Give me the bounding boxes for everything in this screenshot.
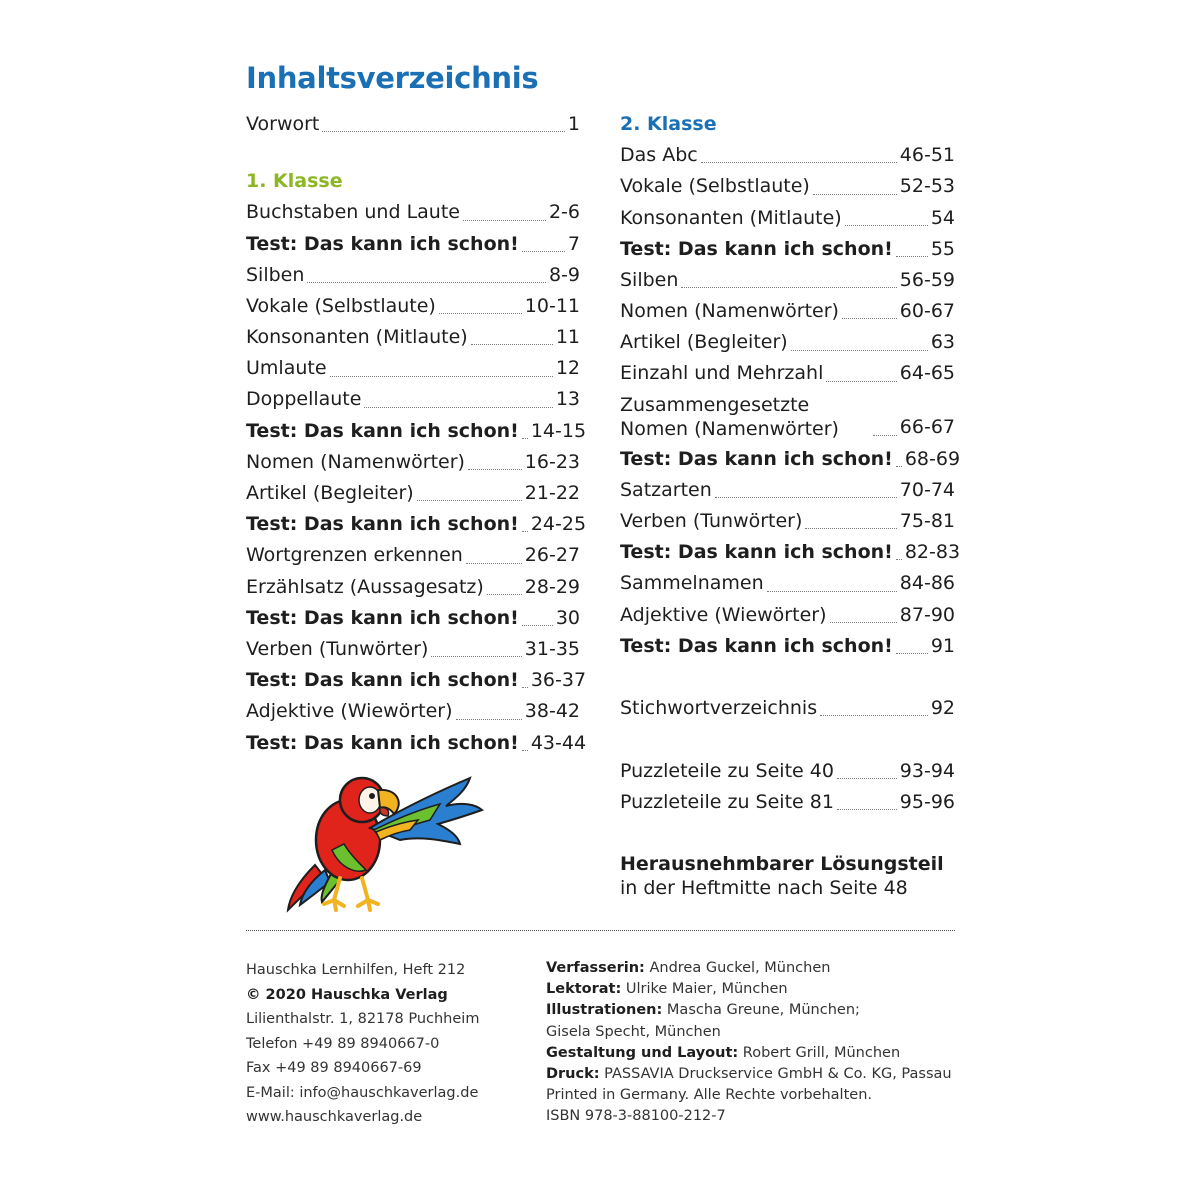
imprint-credit-label: Illustrationen: [546, 1002, 663, 1019]
toc-entry-title: Vorwort [246, 112, 320, 135]
leader-dots [466, 563, 522, 564]
parrot-icon [270, 770, 495, 920]
toc-entry-title: Adjektive (Wiewörter) [620, 603, 827, 626]
leader-dots [837, 809, 897, 810]
leader-dots [522, 625, 553, 626]
toc-entry-page: 55 [930, 237, 955, 260]
leader-dots [463, 220, 546, 221]
toc-entry-page: 66-67 [899, 416, 955, 439]
toc-entry-title: Test: Das kann ich schon! [246, 731, 519, 754]
toc-entry-title: Silben [620, 268, 679, 291]
toc-entry [246, 322, 580, 353]
leader-dots [522, 687, 528, 688]
leader-dots [330, 376, 553, 377]
toc-entry-page: 95-96 [899, 790, 955, 813]
toc-entry-page: 24-25 [530, 513, 587, 536]
toc-entry-page: 36-37 [530, 669, 587, 692]
toc-entry-title: Konsonanten (Mitlaute) [620, 206, 842, 229]
toc-entry-title: Test: Das kann ich schon! [620, 237, 893, 260]
leader-dots [830, 622, 897, 623]
page-title: Inhaltsverzeichnis [246, 61, 539, 95]
toc-entry-title: Test: Das kann ich schon! [246, 419, 519, 442]
toc-entry-title: Adjektive (Wiewörter) [246, 700, 453, 723]
answer-key-text: in der Heftmitte nach Seite 48 [620, 877, 908, 899]
imprint-credits [546, 958, 956, 1128]
imprint-line: E-Mail: info@hauschkaverlag.de [246, 1084, 479, 1101]
toc-entry-title: Konsonanten (Mitlaute) [246, 326, 468, 349]
toc-entry-page: 43-44 [530, 731, 587, 754]
toc-entry [620, 296, 955, 327]
imprint-credit-line [546, 1000, 956, 1021]
toc-entry [246, 540, 580, 571]
toc-entry-page: 11 [555, 326, 580, 349]
leader-dots [896, 466, 902, 467]
toc-entry-page: 75-81 [899, 510, 955, 533]
toc-entry [620, 265, 955, 296]
toc-entry-title: Zusammengesetzte Nomen (Namenwörter) [620, 393, 839, 440]
toc-entry-test [246, 229, 580, 260]
imprint-credit-text: ISBN 978-3-88100-212-7 [546, 1108, 726, 1125]
toc-entry-puzzle [620, 787, 955, 818]
imprint-credit-text: Andrea Guckel, München [644, 960, 831, 976]
imprint-credit-text: PASSAVIA Druckservice GmbH & Co. KG, Passau [599, 1066, 952, 1083]
leader-dots [826, 381, 896, 382]
toc-entry-index [620, 693, 955, 724]
leader-dots [805, 528, 896, 529]
imprint-credit-line [546, 958, 956, 979]
toc-entry-test [620, 537, 961, 568]
toc-right-column [620, 109, 961, 818]
toc-list-class-1 [246, 197, 587, 758]
toc-entry-page: 82-83 [904, 541, 961, 564]
toc-entry-title: Test: Das kann ich schon! [246, 669, 519, 692]
toc-entry-page: 93-94 [899, 759, 955, 782]
toc-entry-title: Artikel (Begleiter) [246, 482, 414, 505]
toc-entry-page: 16-23 [524, 450, 580, 473]
toc-entry [246, 291, 580, 322]
toc-entry-page: 26-27 [524, 544, 580, 567]
toc-entry [246, 478, 580, 509]
toc-entry [620, 568, 955, 599]
answer-key-note [620, 852, 944, 900]
toc-entry-page: 28-29 [524, 575, 580, 598]
toc-entry-page: 87-90 [899, 603, 955, 626]
toc-entry-test [246, 603, 580, 634]
imprint-credit-line [546, 979, 956, 1000]
section-heading-class-2: 2. Klasse [620, 113, 717, 135]
toc-entry-page: 7 [567, 232, 580, 255]
leader-dots [471, 344, 553, 345]
toc-entry-page: 91 [930, 634, 955, 657]
toc-list-class-2 [620, 140, 961, 662]
imprint-credit-label: Verfasserin: [546, 960, 645, 976]
leader-dots [322, 131, 565, 132]
toc-entry-title: Test: Das kann ich schon! [620, 634, 893, 657]
toc-entry-title: Test: Das kann ich schon! [246, 232, 519, 255]
toc-entry-title: Erzählsatz (Aussagesatz) [246, 575, 484, 598]
toc-entry-title: Stichwortverzeichnis [620, 697, 818, 720]
footer-divider [246, 930, 955, 931]
leader-dots [468, 469, 522, 470]
toc-entry-page: 56-59 [899, 268, 955, 291]
toc-entry-page: 38-42 [524, 700, 580, 723]
section-heading-class-1: 1. Klasse [246, 170, 343, 193]
toc-entry-page: 70-74 [899, 478, 955, 501]
toc-entry-page: 31-35 [524, 637, 580, 660]
toc-entry-page: 10-11 [524, 294, 580, 317]
imprint-line: © 2020 Hauschka Verlag [246, 986, 448, 1003]
toc-entry-title: Test: Das kann ich schon! [246, 513, 519, 536]
toc-entry-title: Puzzleteile zu Seite 81 [620, 790, 834, 813]
toc-entry-test [620, 234, 955, 265]
imprint-credit-label: Lektorat: [546, 981, 622, 998]
toc-entry [246, 197, 580, 228]
imprint-line: www.hauschkaverlag.de [246, 1109, 423, 1125]
toc-entry [246, 260, 580, 291]
toc-entry [620, 203, 955, 234]
toc-entry-page: 64-65 [899, 362, 955, 385]
toc-entry [620, 475, 955, 506]
toc-left-column [246, 109, 587, 759]
leader-dots [896, 653, 928, 654]
toc-entry [246, 385, 580, 416]
toc-entry [620, 506, 955, 537]
toc-entry-title: Wortgrenzen erkennen [246, 544, 463, 567]
leader-dots [845, 225, 928, 226]
toc-entry-test [246, 728, 587, 759]
imprint-credit-line [546, 1106, 956, 1127]
leader-dots [837, 778, 897, 779]
leader-dots [417, 500, 522, 501]
toc-entry-page: 21-22 [524, 482, 580, 505]
toc-entry [620, 140, 955, 171]
leader-dots [487, 594, 522, 595]
toc-entry [620, 359, 955, 390]
toc-entry-test [620, 444, 961, 475]
toc-entry-title: Test: Das kann ich schon! [620, 541, 893, 564]
imprint-publisher [246, 958, 479, 1130]
leader-dots [873, 435, 897, 436]
toc-entry-title: Satzarten [620, 478, 712, 501]
toc-entry [620, 390, 955, 444]
imprint-credit-text: Mascha Greune, München; [662, 1002, 860, 1019]
toc-entry [246, 634, 580, 665]
imprint-line: Hauschka Lernhilfen, Heft 212 [246, 962, 466, 978]
toc-entry-title: Sammelnamen [620, 572, 764, 595]
toc-entry-page: 63 [930, 331, 955, 354]
toc-entry [246, 353, 580, 384]
toc-entry-title: Verben (Tunwörter) [246, 637, 429, 660]
toc-entry-test [620, 631, 955, 662]
toc-entry-page: 8-9 [548, 263, 580, 286]
toc-entry-page: 2-6 [548, 201, 580, 224]
toc-entry-puzzle [620, 756, 955, 787]
toc-entry-page: 30 [555, 606, 580, 629]
toc-entry [246, 572, 580, 603]
toc-entry-page: 60-67 [899, 300, 955, 323]
toc-entry-title: Test: Das kann ich schon! [246, 606, 519, 629]
leader-dots [522, 750, 528, 751]
toc-entry-page: 54 [930, 206, 955, 229]
leader-dots [307, 282, 546, 283]
toc-entry-page: 14-15 [530, 419, 587, 442]
leader-dots [456, 719, 522, 720]
imprint-credit-text: Gisela Specht, München [546, 1023, 721, 1040]
leader-dots [701, 162, 897, 163]
imprint-credit-text: Robert Grill, München [738, 1044, 901, 1061]
leader-dots [813, 194, 897, 195]
toc-entry-title: Buchstaben und Laute [246, 201, 460, 224]
imprint-line: Lilienthalstr. 1, 82178 Puchheim [246, 1011, 480, 1027]
toc-entry-page: 68-69 [904, 447, 961, 470]
toc-entry-page: 52-53 [899, 175, 955, 198]
leader-dots [896, 256, 928, 257]
toc-entry-title: Nomen (Namenwörter) [246, 450, 465, 473]
imprint-line: Fax +49 89 8940667-69 [246, 1060, 422, 1076]
imprint-credit-text: Printed in Germany. Alle Rechte vorbehalten. [546, 1087, 872, 1104]
toc-entry-test [246, 509, 587, 540]
leader-dots [896, 559, 902, 560]
imprint-credit-line [546, 1022, 956, 1043]
toc-entry-test [246, 416, 587, 447]
toc-entry [620, 600, 955, 631]
imprint-line: Telefon +49 89 8940667-0 [246, 1035, 440, 1052]
leader-dots [681, 287, 896, 288]
imprint-credit-label: Druck: [546, 1066, 600, 1083]
toc-entry-page: 46-51 [899, 144, 955, 167]
toc-entry-title: Umlaute [246, 357, 327, 380]
toc-entry-title: Vokale (Selbstlaute) [246, 294, 436, 317]
leader-dots [431, 656, 521, 657]
leader-dots [842, 318, 897, 319]
toc-entry-title: Artikel (Begleiter) [620, 331, 788, 354]
toc-entry-title: Verben (Tunwörter) [620, 510, 803, 533]
toc-entry-page: 92 [930, 697, 955, 720]
toc-entry [620, 171, 955, 202]
toc-entry-title: Puzzleteile zu Seite 40 [620, 759, 834, 782]
toc-entry-title: Einzahl und Mehrzahl [620, 362, 824, 385]
toc-entry-title: Nomen (Namenwörter) [620, 300, 839, 323]
imprint-credit-line [546, 1043, 956, 1064]
imprint-credit-text: Ulrike Maier, München [621, 981, 788, 998]
leader-dots [820, 715, 928, 716]
toc-entry-title: Silben [246, 263, 305, 286]
leader-dots [522, 251, 565, 252]
imprint-credit-line [546, 1064, 956, 1085]
toc-entry-title: Das Abc [620, 144, 698, 167]
leader-dots [364, 407, 552, 408]
imprint-credit-line [546, 1085, 956, 1106]
leader-dots [439, 313, 522, 314]
leader-dots [791, 350, 928, 351]
toc-entry-page: 13 [555, 388, 580, 411]
toc-entry-page: 12 [555, 357, 580, 380]
toc-entry [246, 696, 580, 727]
leader-dots [715, 497, 897, 498]
leader-dots [767, 591, 897, 592]
leader-dots [522, 531, 528, 532]
imprint-credit-label: Gestaltung und Layout: [546, 1044, 739, 1061]
answer-key-title: Herausnehmbarer Lösungsteil [620, 853, 944, 875]
toc-entry-title: Doppellaute [246, 388, 362, 411]
toc-entry-title: Vokale (Selbstlaute) [620, 175, 810, 198]
toc-entry-test [246, 665, 587, 696]
toc-entry-foreword [246, 109, 580, 140]
toc-entry-page: 84-86 [899, 572, 955, 595]
toc-entry [620, 327, 955, 358]
toc-entry-title: Test: Das kann ich schon! [620, 447, 893, 470]
leader-dots [522, 438, 528, 439]
toc-entry-page: 1 [567, 112, 580, 135]
toc-entry [246, 447, 580, 478]
